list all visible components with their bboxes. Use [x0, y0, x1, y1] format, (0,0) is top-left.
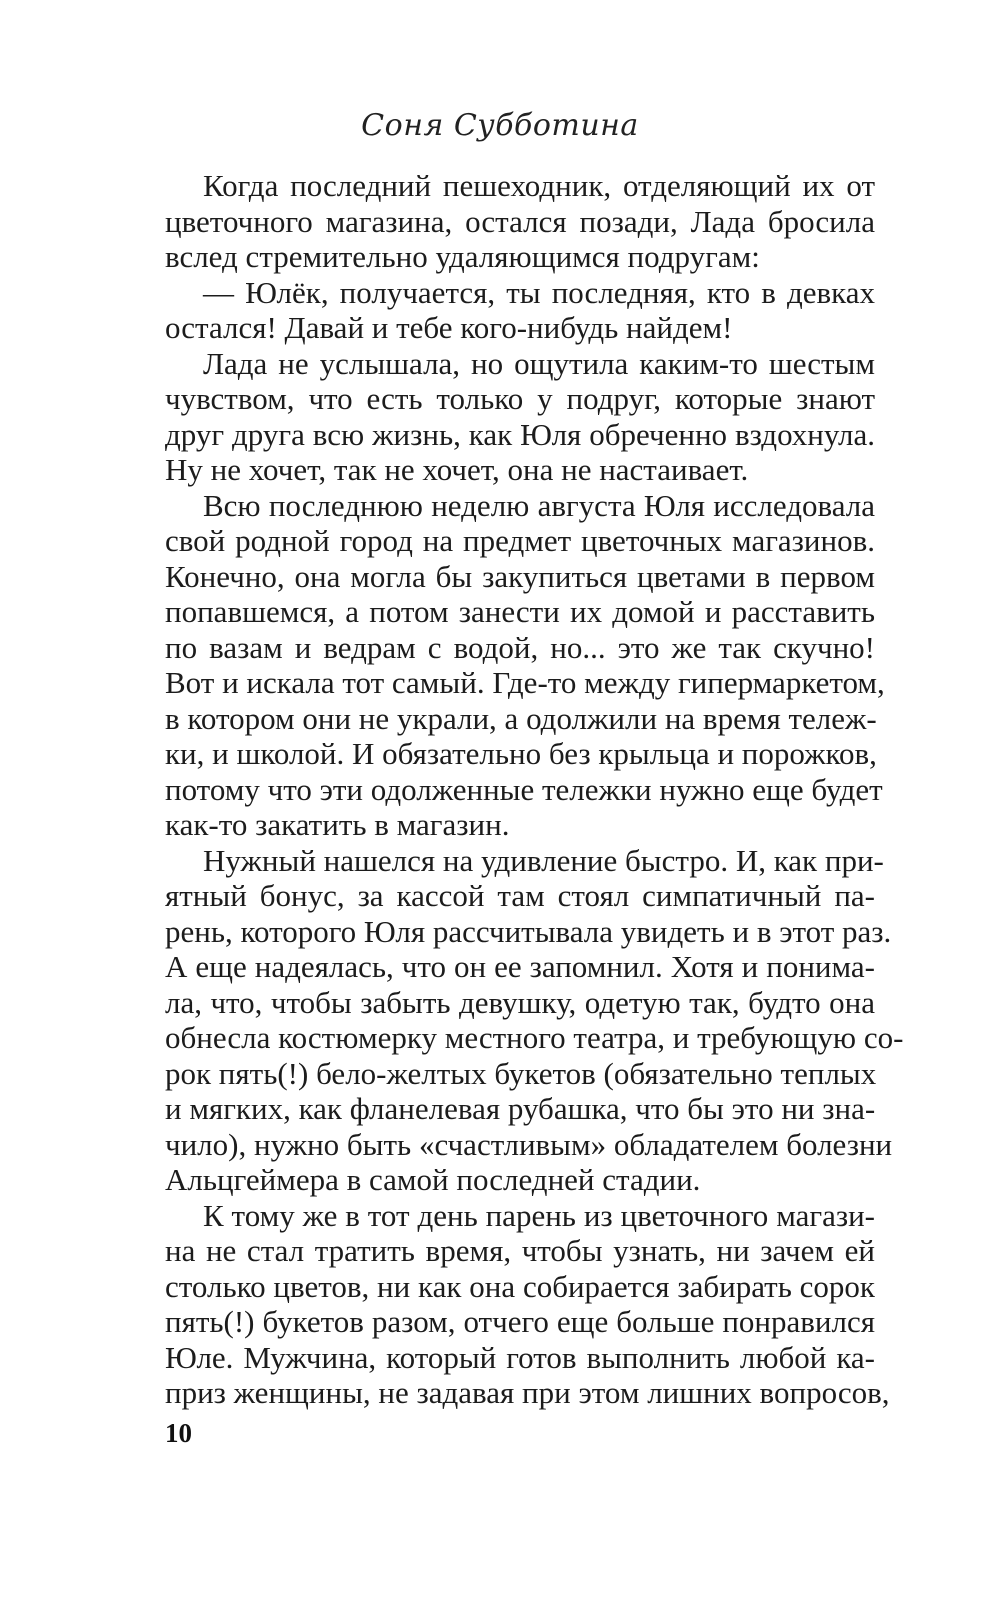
text-line: свой родной город на предмет цветочных магазинов.: [165, 523, 875, 558]
text-line: ятный бонус, за кассой там стоял симпатичный па-: [165, 878, 875, 913]
text-line: обнесла костюмерку местного театра, и требующую со-: [165, 1020, 904, 1055]
text-line: потому что эти одолженные тележки нужно еще будет: [165, 771, 883, 807]
text-line: рок пять(!) бело-желтых букетов (обязательно теплых: [165, 1055, 877, 1091]
text-line: Всю последнюю неделю августа Юля исследовала: [203, 487, 875, 523]
text-line: приз женщины, не задавая при этом лишних вопросов,: [165, 1375, 890, 1410]
text-line: чило), нужно быть «счастливым» обладателем болезни: [165, 1126, 893, 1162]
text-line: Ну не хочет, так не хочет, она не настаивает.: [165, 452, 749, 487]
text-line: столько цветов, ни как она собирается забирать сорок: [165, 1268, 875, 1304]
text-line: Когда последний пешеходник, отделяющий их от: [203, 168, 875, 203]
text-line: и мягких, как фланелевая рубашка, что бы это ни зна-: [165, 1091, 876, 1126]
text-line: Альцгеймера в самой последней стадии.: [165, 1162, 701, 1197]
text-line: на не стал тратить время, чтобы узнать, ни зачем ей: [165, 1233, 875, 1268]
page-number: 10: [165, 1418, 192, 1448]
text-line: ки, и школой. И обязательно без крыльца и порожков,: [165, 736, 877, 771]
text-line: друг друга всю жизнь, как Юля обреченно вздохнула.: [165, 416, 875, 452]
text-line: — Юлёк, получается, ты последняя, кто в девках: [203, 274, 875, 310]
running-head-author: Соня Субботина: [361, 108, 639, 143]
text-line: К тому же в тот день парень из цветочного магази-: [203, 1197, 875, 1233]
text-line: Вот и искала тот самый. Где-то между гипермаркетом,: [165, 665, 885, 700]
text-line: цветочного магазина, остался позади, Лада бросила: [165, 203, 875, 239]
text-line: в котором они не украли, а одолжили на время тележ-: [165, 700, 877, 736]
text-line: Нужный нашелся на удивление быстро. И, как при-: [203, 842, 884, 878]
text-line: по вазам и ведрам с водой, но... это же так скучно!: [165, 629, 875, 665]
text-line: чувством, что есть только у подруг, которые знают: [165, 381, 875, 416]
text-line: Лада не услышала, но ощутила каким-то шестым: [203, 345, 875, 381]
text-line: вслед стремительно удаляющимся подругам:: [165, 239, 760, 274]
text-line: пять(!) букетов разом, отчего еще больше понравился: [165, 1304, 875, 1339]
text-line: Конечно, она могла бы закупиться цветами в первом: [165, 558, 875, 594]
text-line: ла, что, чтобы забыть девушку, одетую так, будто она: [165, 984, 875, 1020]
text-line: как-то закатить в магазин.: [165, 807, 510, 842]
text-line: Юле. Мужчина, который готов выполнить любой ка-: [165, 1339, 875, 1375]
text-line: рень, которого Юля рассчитывала увидеть и в этот раз.: [165, 913, 892, 949]
text-line: попавшемся, а потом занести их домой и расставить: [165, 594, 875, 629]
text-line: А еще надеялась, что он ее запомнил. Хотя и понима-: [165, 949, 875, 984]
body-text: [165, 168, 904, 1411]
text-line: остался! Давай и тебе кого-нибудь найдем!: [165, 310, 733, 345]
